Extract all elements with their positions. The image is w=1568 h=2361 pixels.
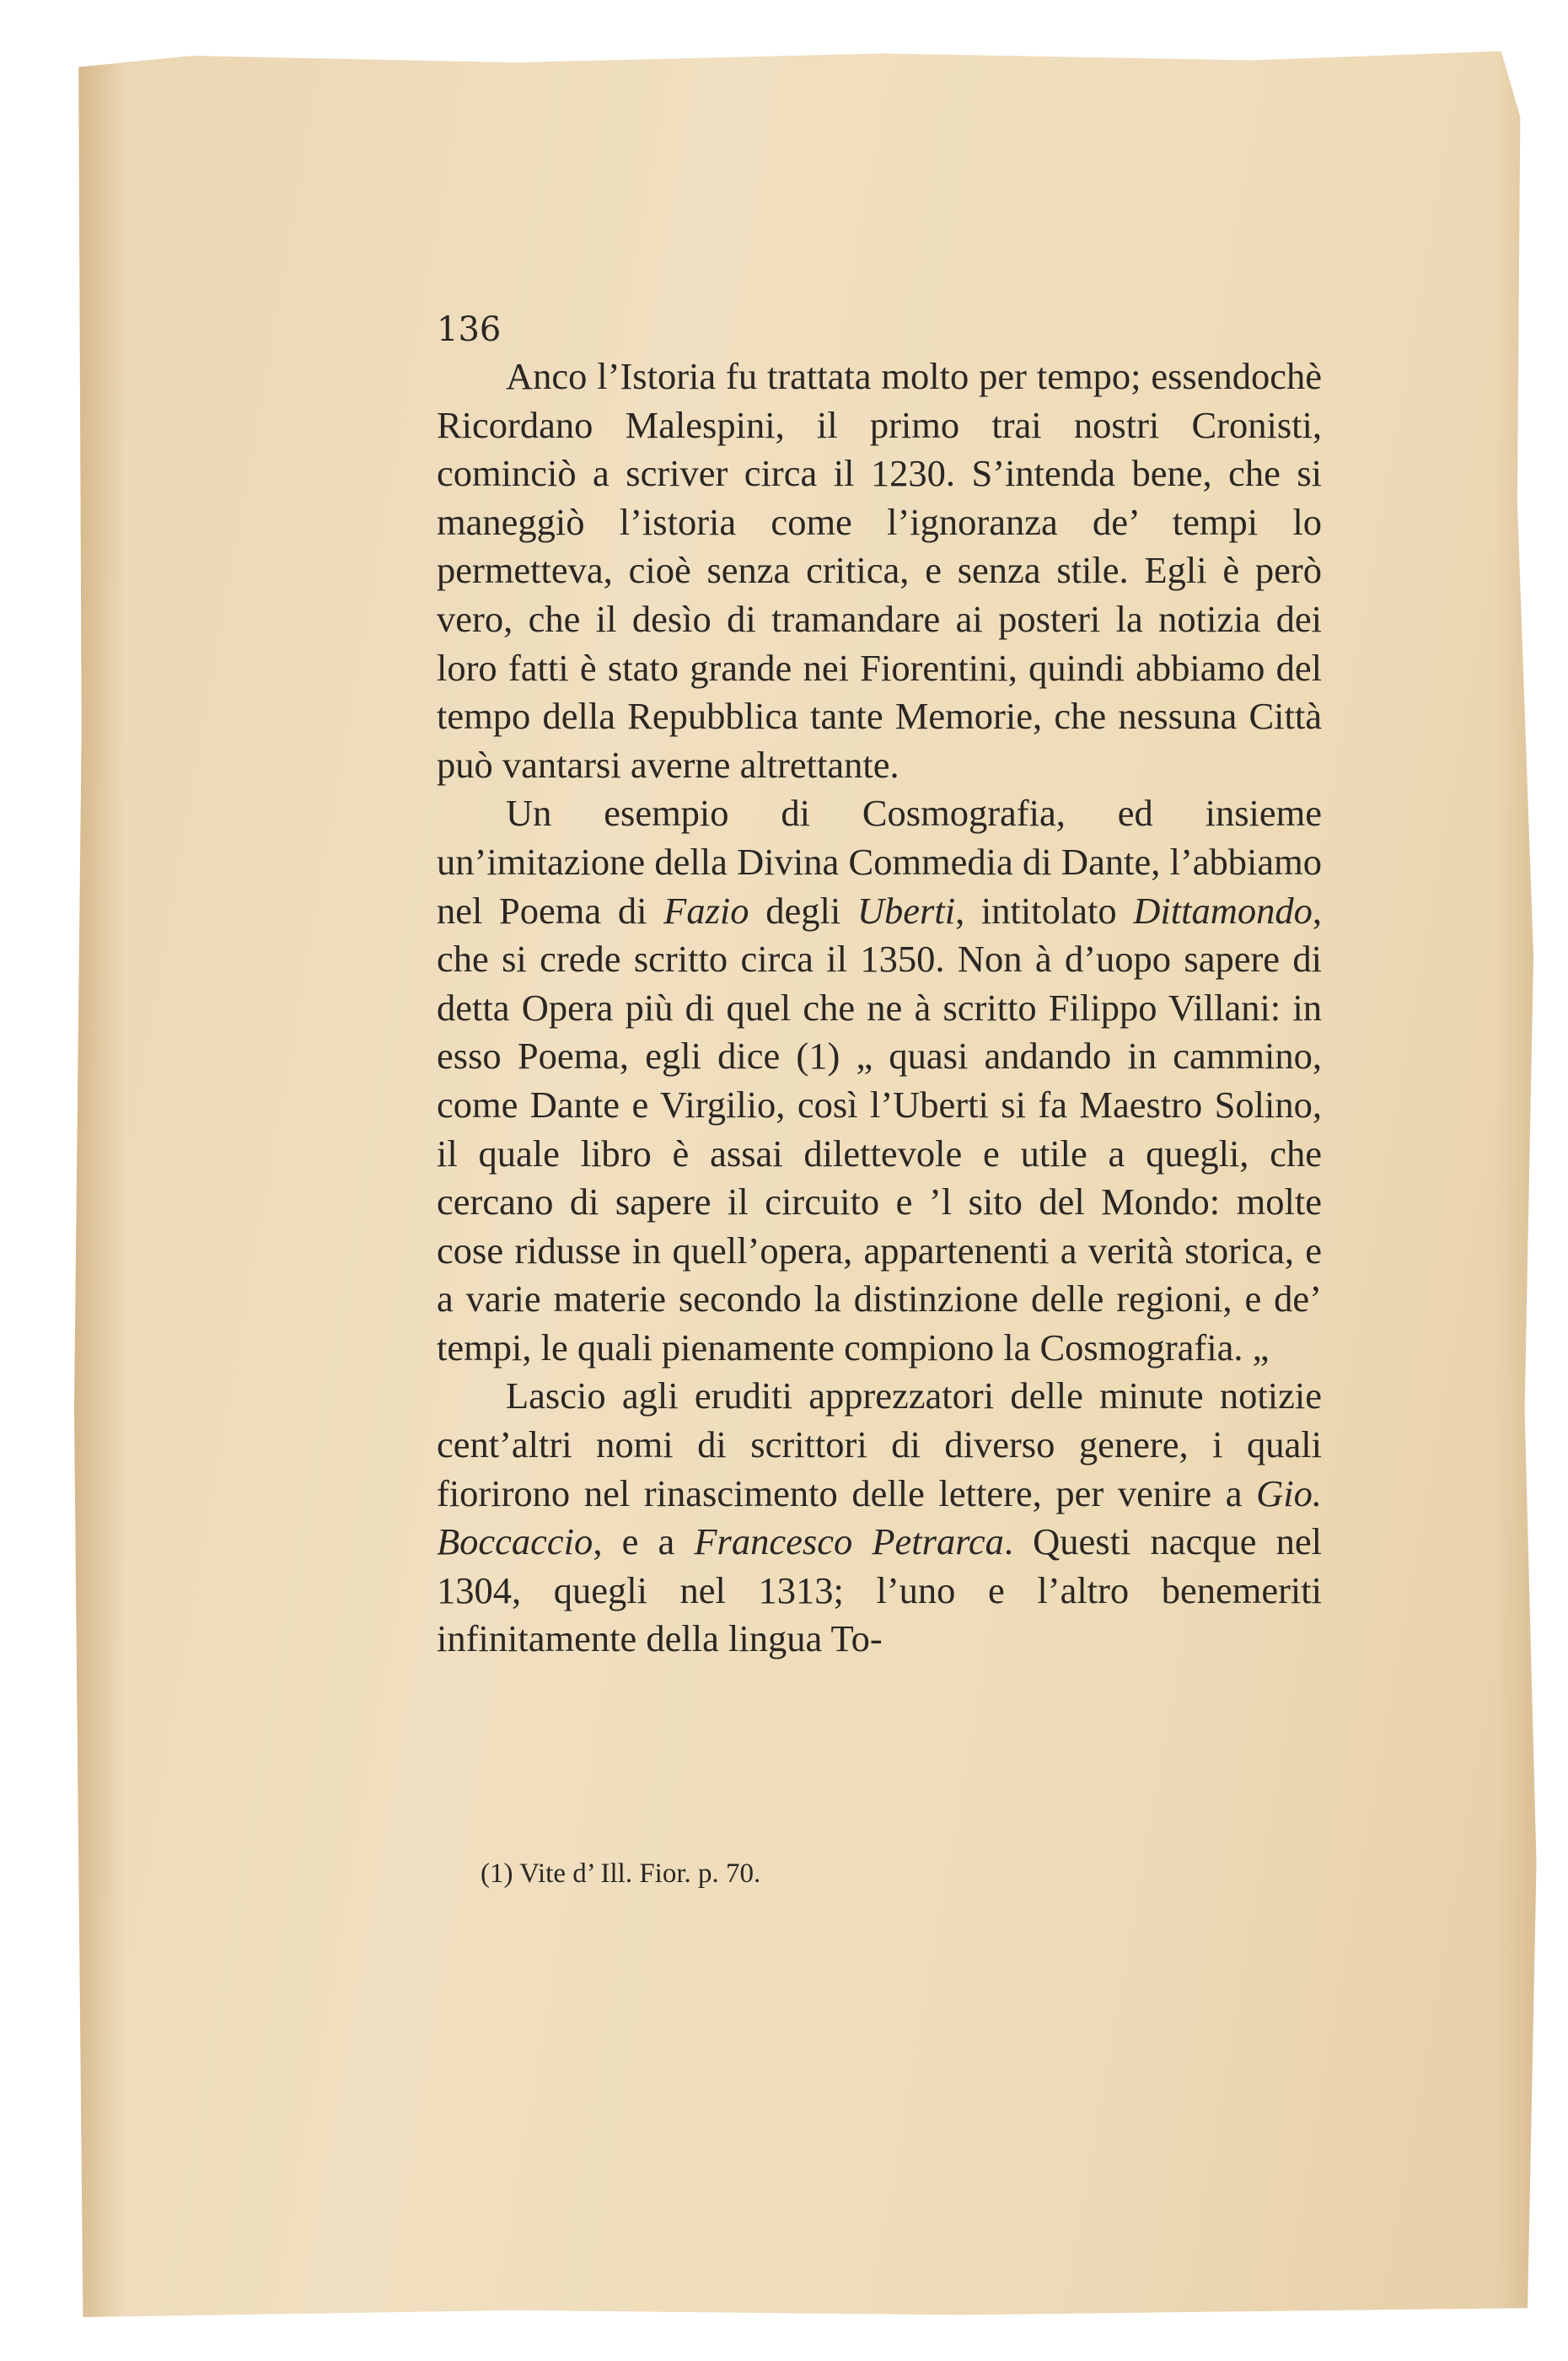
paragraph-1 bbox=[437, 352, 1322, 789]
paragraph-3-text-1: Lascio agli eruditi apprezzatori delle minute notizie cent’altri nomi di scrittori di diverso genere, i quali fiorirono nel rinascimento delle lettere, per venire a bbox=[437, 1374, 1322, 1514]
left-edge-stain bbox=[74, 49, 125, 2317]
paragraph-2-text-3: , intitolato bbox=[955, 889, 1134, 932]
paragraph-2-italic-dittamondo: Dittamondo bbox=[1133, 889, 1313, 932]
body-text bbox=[437, 352, 1322, 1664]
paragraph-3-text-2: , e a bbox=[593, 1520, 695, 1563]
footnote: (1) Vite d’ Ill. Fior. p. 70. bbox=[481, 1858, 761, 1889]
paragraph-2-italic-uberti: Uberti bbox=[856, 889, 956, 932]
paragraph-2-text-1: Un esempio di Cosmografia, ed insieme un’imitazione della Divina Commedia di Dante, l’abbiamo nel Poema di bbox=[437, 792, 1322, 932]
right-edge-stain bbox=[1495, 49, 1545, 2317]
paragraph-2-text-4: , che si crede scritto circa il 1350. Non à d’uopo sapere di detta Opera più di quel che ne à scritto Filippo Villani: in esso Poema, egli dice (1) „ quasi andando in cammino, come Dante e Virgilio, così l’Uberti si fa Maestro Solino, il quale libro è assai dilettevole e utile a quegli, che cercano di sapere il circuito e ’l sito del Mondo: molte cose ridusse in quell’opera, appartenenti a verità storica, e a varie materie secondo la distinzione delle regioni, e de’ tempi, le quali pienamente compiono la Cosmografia. „ bbox=[437, 889, 1323, 1369]
paragraph-3 bbox=[437, 1372, 1322, 1664]
paragraph-3-italic-petrarca: Francesco Petrarca bbox=[694, 1520, 1004, 1563]
paragraph-2-text-2: degli bbox=[749, 889, 857, 932]
paragraph-3-text-3: . Questi nacque nel 1304, quegli nel 1313; l’uno e l’altro benemeriti infinitamente della lingua To- bbox=[437, 1520, 1322, 1660]
paragraph-3-italic-boccaccio: Gio. Boccaccio bbox=[437, 1471, 1322, 1563]
page-number: 136 bbox=[437, 310, 502, 349]
paragraph-1-text: Anco l’Istoria fu trattata molto per tempo; essendochè Ricordano Malespini, il primo trai nostri Cronisti, cominciò a scriver circa il 1230. S’intenda bene, che si maneggiò l’istoria come l’ignoranza de’ tempi lo permetteva, cioè senza critica, e senza stile. Egli è però vero, che il desìo di tramandare ai posteri la notizia dei loro fatti è stato grande nei Fiorentini, quindi abbiamo del tempo della Repubblica tante Memorie, che nessuna Città può vantarsi averne altrettante. bbox=[437, 355, 1322, 786]
paragraph-2-italic-fazio: Fazio bbox=[663, 889, 749, 932]
paragraph-2 bbox=[437, 789, 1322, 1372]
